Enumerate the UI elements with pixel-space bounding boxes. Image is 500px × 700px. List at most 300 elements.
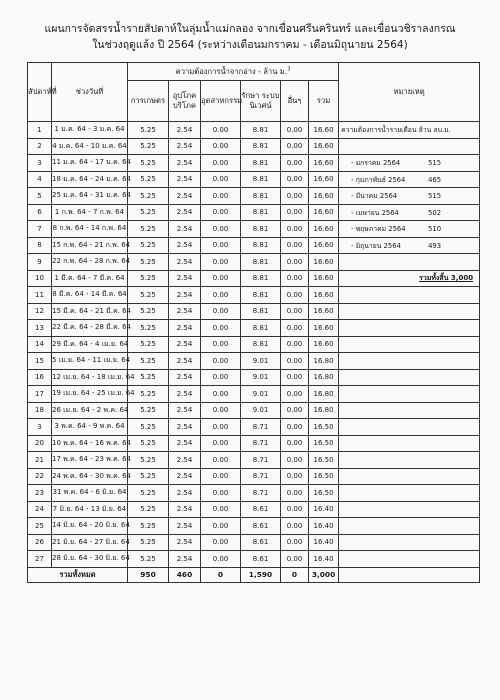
table-row [28, 386, 480, 403]
document-subtitle: ในช่วงฤดูแล้ง ปี 2564 (ระหว่างเดือนมกราคม - เดือนมิถุนายน 2564) [92, 39, 408, 51]
col-ecology-header: รักษา ระบบนิเวศน์ [241, 81, 281, 122]
remark-month-value: 465 [428, 175, 442, 184]
row-total: 16.50 [309, 419, 339, 436]
row-ecology: 8.61 [241, 501, 281, 518]
remark-summary: รวมทั้งสิ้น 3,000 [339, 270, 480, 287]
row-agri: 5.25 [128, 155, 169, 172]
row-agri: 5.25 [128, 353, 169, 370]
row-week-no: 11 [28, 287, 52, 304]
totals-ecology: 1,590 [241, 567, 281, 582]
table-row [28, 221, 480, 238]
row-industry: 0.00 [201, 287, 241, 304]
row-ecology: 8.81 [241, 254, 281, 271]
row-consume: 2.54 [169, 155, 201, 172]
row-agri: 5.25 [128, 171, 169, 188]
table-row [28, 138, 480, 155]
row-industry: 0.00 [201, 270, 241, 287]
remark-month-value: 502 [428, 208, 442, 217]
row-period: 28 มิ.ย. 64 - 30 มิ.ย. 64 [52, 551, 128, 568]
row-ecology: 8.81 [241, 303, 281, 320]
row-period: 5 เม.ย. 64 - 11 เม.ย. 64 [52, 353, 128, 370]
col-other-header: อื่นๆ [281, 81, 309, 122]
row-week-no: 9 [28, 254, 52, 271]
row-consume: 2.54 [169, 386, 201, 403]
row-week-no: 3 [28, 419, 52, 436]
table-row [28, 501, 480, 518]
row-week-no: 5 [28, 188, 52, 205]
row-total: 16.60 [309, 303, 339, 320]
row-total: 16.60 [309, 237, 339, 254]
table-row [28, 254, 480, 271]
row-other: 0.00 [281, 237, 309, 254]
row-industry: 0.00 [201, 221, 241, 238]
row-remark [339, 551, 480, 568]
col-agri-header: การเกษตร [128, 81, 169, 122]
row-agri: 5.25 [128, 188, 169, 205]
row-total: 16.80 [309, 402, 339, 419]
table-row [28, 534, 480, 551]
row-agri: 5.25 [128, 369, 169, 386]
row-remark [339, 534, 480, 551]
row-week-no: 14 [28, 336, 52, 353]
row-ecology: 8.81 [241, 287, 281, 304]
document-title: แผนการจัดสรรน้ำรายสัปดาห์ในลุ่มน้ำแม่กลอง จากเขื่อนศรีนครินทร์ และเขื่อนวชิราลงกรณ [44, 23, 456, 35]
table-body [28, 122, 480, 568]
row-industry: 0.00 [201, 435, 241, 452]
row-other: 0.00 [281, 204, 309, 221]
row-total: 16.50 [309, 435, 339, 452]
row-week-no: 15 [28, 353, 52, 370]
row-consume: 2.54 [169, 353, 201, 370]
row-agri: 5.25 [128, 435, 169, 452]
row-period: 31 พ.ค. 64 - 6 มิ.ย. 64 [52, 485, 128, 502]
table-row [28, 171, 480, 188]
row-week-no: 6 [28, 204, 52, 221]
row-industry: 0.00 [201, 188, 241, 205]
row-total: 16.80 [309, 386, 339, 403]
remark-month-label: - มีนาคม 2564 [351, 192, 398, 201]
table-row [28, 551, 480, 568]
row-remark [339, 287, 480, 304]
row-agri: 5.25 [128, 221, 169, 238]
row-week-no: 22 [28, 468, 52, 485]
row-industry: 0.00 [201, 452, 241, 469]
row-total: 16.40 [309, 551, 339, 568]
row-period: 10 พ.ค. 64 - 16 พ.ค. 64 [52, 435, 128, 452]
row-total: 16.80 [309, 353, 339, 370]
col-sum-header: รวม [309, 81, 339, 122]
row-industry: 0.00 [201, 353, 241, 370]
row-ecology: 8.61 [241, 534, 281, 551]
remark-month-value: 515 [428, 159, 442, 168]
row-other: 0.00 [281, 221, 309, 238]
row-agri: 5.25 [128, 534, 169, 551]
row-other: 0.00 [281, 155, 309, 172]
table-row [28, 188, 480, 205]
remark-month-label: - พฤษภาคม 2564 [351, 225, 406, 234]
row-consume: 2.54 [169, 254, 201, 271]
row-agri: 5.25 [128, 122, 169, 139]
remark-month-label: - มกราคม 2564 [351, 159, 401, 168]
demand-group-label: ความต้องการน้ำจากอ่าง - ล้าน ม. [175, 66, 288, 76]
row-total: 16.60 [309, 287, 339, 304]
row-other: 0.00 [281, 435, 309, 452]
row-consume: 2.54 [169, 122, 201, 139]
row-week-no: 2 [28, 138, 52, 155]
row-week-no: 18 [28, 402, 52, 419]
row-industry: 0.00 [201, 171, 241, 188]
row-ecology: 8.81 [241, 188, 281, 205]
row-week-no: 16 [28, 369, 52, 386]
row-consume: 2.54 [169, 138, 201, 155]
row-period: 11 ม.ค. 64 - 17 ม.ค. 64 [52, 155, 128, 172]
row-ecology: 8.81 [241, 221, 281, 238]
table-row [28, 452, 480, 469]
row-agri: 5.25 [128, 287, 169, 304]
remark-month-label: - เมษายน 2564 [351, 208, 399, 217]
row-remark [339, 204, 480, 221]
row-ecology: 8.81 [241, 336, 281, 353]
row-other: 0.00 [281, 386, 309, 403]
row-other: 0.00 [281, 353, 309, 370]
row-ecology: 9.01 [241, 369, 281, 386]
remark-month-label: - มิถุนายน 2564 [351, 241, 401, 250]
table-row [28, 518, 480, 535]
row-period: 1 ม.ค. 64 - 3 ม.ค. 64 [52, 122, 128, 139]
row-ecology: 8.81 [241, 320, 281, 337]
table-row [28, 155, 480, 172]
row-other: 0.00 [281, 303, 309, 320]
row-remark [339, 188, 480, 205]
row-consume: 2.54 [169, 452, 201, 469]
row-other: 0.00 [281, 485, 309, 502]
row-other: 0.00 [281, 551, 309, 568]
row-agri: 5.25 [128, 452, 169, 469]
row-period: 8 มี.ค. 64 - 14 มี.ค. 64 [52, 287, 128, 304]
table-row [28, 402, 480, 419]
demand-group-header [128, 63, 339, 81]
row-remark [339, 336, 480, 353]
row-consume: 2.54 [169, 501, 201, 518]
row-other: 0.00 [281, 402, 309, 419]
col-week-header: สัปดาห์ที่ [28, 63, 52, 122]
row-consume: 2.54 [169, 188, 201, 205]
row-total: 16.40 [309, 534, 339, 551]
totals-industry: 0 [201, 567, 241, 582]
row-ecology: 8.81 [241, 122, 281, 139]
row-agri: 5.25 [128, 138, 169, 155]
row-total: 16.40 [309, 518, 339, 535]
row-remark [339, 237, 480, 254]
totals-sum: 3,000 [309, 567, 339, 582]
row-other: 0.00 [281, 336, 309, 353]
row-other: 0.00 [281, 501, 309, 518]
row-agri: 5.25 [128, 204, 169, 221]
row-other: 0.00 [281, 270, 309, 287]
row-industry: 0.00 [201, 155, 241, 172]
row-agri: 5.25 [128, 501, 169, 518]
row-industry: 0.00 [201, 303, 241, 320]
table-row [28, 320, 480, 337]
row-agri: 5.25 [128, 386, 169, 403]
row-consume: 2.54 [169, 237, 201, 254]
table-row [28, 204, 480, 221]
table-row [28, 237, 480, 254]
row-week-no: 17 [28, 386, 52, 403]
col-consume-header: อุปโภค บริโภค [169, 81, 201, 122]
table-row [28, 369, 480, 386]
totals-other: 0 [281, 567, 309, 582]
totals-label: รวมทั้งหมด [28, 567, 128, 582]
row-other: 0.00 [281, 369, 309, 386]
row-agri: 5.25 [128, 468, 169, 485]
row-period: 15 ก.พ. 64 - 21 ก.พ. 64 [52, 237, 128, 254]
row-agri: 5.25 [128, 485, 169, 502]
row-ecology: 8.61 [241, 518, 281, 535]
row-industry: 0.00 [201, 518, 241, 535]
row-remark [339, 221, 480, 238]
row-remark [339, 468, 480, 485]
row-industry: 0.00 [201, 534, 241, 551]
row-other: 0.00 [281, 122, 309, 139]
row-ecology: 8.71 [241, 485, 281, 502]
row-week-no: 26 [28, 534, 52, 551]
row-week-no: 4 [28, 171, 52, 188]
row-ecology: 9.01 [241, 402, 281, 419]
row-industry: 0.00 [201, 369, 241, 386]
row-ecology: 8.71 [241, 468, 281, 485]
totals-consume: 460 [169, 567, 201, 582]
row-total: 16.40 [309, 501, 339, 518]
row-week-no: 21 [28, 452, 52, 469]
row-remark [339, 353, 480, 370]
row-remark [339, 171, 480, 188]
table-row [28, 435, 480, 452]
row-industry: 0.00 [201, 485, 241, 502]
row-total: 16.60 [309, 254, 339, 271]
col-remark-header: หมายเหตุ [339, 63, 480, 122]
row-remark [339, 501, 480, 518]
row-consume: 2.54 [169, 518, 201, 535]
table-row [28, 303, 480, 320]
row-remark [339, 518, 480, 535]
row-industry: 0.00 [201, 237, 241, 254]
row-ecology: 8.71 [241, 419, 281, 436]
row-consume: 2.54 [169, 435, 201, 452]
row-agri: 5.25 [128, 551, 169, 568]
row-remark [339, 485, 480, 502]
row-period: 21 มิ.ย. 64 - 27 มิ.ย. 64 [52, 534, 128, 551]
row-agri: 5.25 [128, 518, 169, 535]
row-agri: 5.25 [128, 402, 169, 419]
row-ecology: 8.81 [241, 237, 281, 254]
row-agri: 5.25 [128, 237, 169, 254]
table-row [28, 287, 480, 304]
row-week-no: 1 [28, 122, 52, 139]
row-ecology: 8.81 [241, 204, 281, 221]
row-period: 17 พ.ค. 64 - 23 พ.ค. 64 [52, 452, 128, 469]
row-consume: 2.54 [169, 485, 201, 502]
row-period: 25 ม.ค. 64 - 31 ม.ค. 64 [52, 188, 128, 205]
row-period: 18 ม.ค. 64 - 24 ม.ค. 64 [52, 171, 128, 188]
row-ecology: 8.71 [241, 435, 281, 452]
row-other: 0.00 [281, 419, 309, 436]
row-total: 16.80 [309, 369, 339, 386]
row-industry: 0.00 [201, 468, 241, 485]
row-period: 4 ม.ค. 64 - 10 ม.ค. 64 [52, 138, 128, 155]
row-ecology: 9.01 [241, 353, 281, 370]
row-industry: 0.00 [201, 320, 241, 337]
row-industry: 0.00 [201, 501, 241, 518]
row-other: 0.00 [281, 254, 309, 271]
row-total: 16.60 [309, 320, 339, 337]
row-consume: 2.54 [169, 369, 201, 386]
row-week-no: 13 [28, 320, 52, 337]
row-week-no: 7 [28, 221, 52, 238]
row-week-no: 23 [28, 485, 52, 502]
remark-month-value: 515 [428, 192, 442, 201]
table-row [28, 468, 480, 485]
row-period: 7 มิ.ย. 64 - 13 มิ.ย. 64 [52, 501, 128, 518]
row-consume: 2.54 [169, 320, 201, 337]
table-row [28, 353, 480, 370]
row-industry: 0.00 [201, 122, 241, 139]
row-total: 16.50 [309, 452, 339, 469]
row-period: 22 ก.พ. 64 - 28 ก.พ. 64 [52, 254, 128, 271]
row-period: 15 มี.ค. 64 - 21 มี.ค. 64 [52, 303, 128, 320]
row-ecology: 9.01 [241, 386, 281, 403]
row-remark [339, 254, 480, 271]
row-agri: 5.25 [128, 320, 169, 337]
table-row [28, 270, 480, 287]
row-other: 0.00 [281, 534, 309, 551]
row-week-no: 3 [28, 155, 52, 172]
row-week-no: 20 [28, 435, 52, 452]
row-industry: 0.00 [201, 204, 241, 221]
row-agri: 5.25 [128, 303, 169, 320]
row-consume: 2.54 [169, 468, 201, 485]
row-total: 16.60 [309, 155, 339, 172]
row-period: 26 เม.ย. 64 - 2 พ.ค. 64 [52, 402, 128, 419]
remark-intro: ความต้องการน้ำรายเดือน ล้าน ลบ.ม. [339, 122, 480, 139]
col-industry-header: อุตสาหกรรม [201, 81, 241, 122]
totals-row [28, 567, 480, 582]
table-row [28, 336, 480, 353]
row-period: 14 มิ.ย. 64 - 20 มิ.ย. 64 [52, 518, 128, 535]
row-other: 0.00 [281, 287, 309, 304]
row-industry: 0.00 [201, 551, 241, 568]
row-remark [339, 452, 480, 469]
row-week-no: 8 [28, 237, 52, 254]
row-period: 19 เม.ย. 64 - 25 เม.ย. 64 [52, 386, 128, 403]
row-period: 29 มี.ค. 64 - 4 เม.ย. 64 [52, 336, 128, 353]
remark-month-value: 493 [428, 241, 442, 250]
row-period: 12 เม.ย. 64 - 18 เม.ย. 64 [52, 369, 128, 386]
row-industry: 0.00 [201, 138, 241, 155]
row-industry: 0.00 [201, 419, 241, 436]
row-period: 1 ก.พ. 64 - 7 ก.พ. 64 [52, 204, 128, 221]
row-ecology: 8.81 [241, 155, 281, 172]
row-period: 24 พ.ค. 64 - 30 พ.ค. 64 [52, 468, 128, 485]
row-remark [339, 320, 480, 337]
row-consume: 2.54 [169, 551, 201, 568]
table-row [28, 485, 480, 502]
row-consume: 2.54 [169, 171, 201, 188]
row-ecology: 8.81 [241, 270, 281, 287]
row-industry: 0.00 [201, 386, 241, 403]
remark-month-label: - กุมภาพันธ์ 2564 [351, 175, 406, 184]
row-consume: 2.54 [169, 419, 201, 436]
row-ecology: 8.81 [241, 138, 281, 155]
row-week-no: 27 [28, 551, 52, 568]
row-other: 0.00 [281, 452, 309, 469]
row-agri: 5.25 [128, 419, 169, 436]
row-week-no: 25 [28, 518, 52, 535]
row-period: 3 พ.ค. 64 - 9 พ.ค. 64 [52, 419, 128, 436]
row-period: 1 มี.ค. 64 - 7 มี.ค. 64 [52, 270, 128, 287]
row-ecology: 8.61 [241, 551, 281, 568]
row-remark [339, 155, 480, 172]
row-remark [339, 303, 480, 320]
row-total: 16.60 [309, 138, 339, 155]
row-consume: 2.54 [169, 287, 201, 304]
row-agri: 5.25 [128, 270, 169, 287]
row-industry: 0.00 [201, 402, 241, 419]
row-consume: 2.54 [169, 303, 201, 320]
row-consume: 2.54 [169, 221, 201, 238]
demand-group-unit-sup: 3 [287, 65, 291, 72]
row-consume: 2.54 [169, 534, 201, 551]
row-industry: 0.00 [201, 336, 241, 353]
row-total: 16.60 [309, 171, 339, 188]
row-remark [339, 138, 480, 155]
row-week-no: 24 [28, 501, 52, 518]
row-other: 0.00 [281, 171, 309, 188]
row-total: 16.60 [309, 270, 339, 287]
row-consume: 2.54 [169, 204, 201, 221]
row-total: 16.50 [309, 468, 339, 485]
row-ecology: 8.81 [241, 171, 281, 188]
row-other: 0.00 [281, 468, 309, 485]
row-other: 0.00 [281, 188, 309, 205]
row-total: 16.60 [309, 204, 339, 221]
row-total: 16.60 [309, 122, 339, 139]
row-period: 8 ก.พ. 64 - 14 ก.พ. 64 [52, 221, 128, 238]
table-row [28, 122, 480, 139]
totals-remark-empty [339, 567, 480, 582]
row-consume: 2.54 [169, 270, 201, 287]
table-header [28, 63, 480, 122]
row-agri: 5.25 [128, 336, 169, 353]
row-consume: 2.54 [169, 336, 201, 353]
row-consume: 2.54 [169, 402, 201, 419]
row-other: 0.00 [281, 138, 309, 155]
totals-agri: 950 [128, 567, 169, 582]
row-industry: 0.00 [201, 254, 241, 271]
col-period-header: ช่วงวันที่ [52, 63, 128, 122]
row-total: 16.60 [309, 336, 339, 353]
row-total: 16.60 [309, 221, 339, 238]
row-remark [339, 402, 480, 419]
row-remark [339, 419, 480, 436]
row-agri: 5.25 [128, 254, 169, 271]
row-other: 0.00 [281, 320, 309, 337]
row-remark [339, 435, 480, 452]
row-total: 16.50 [309, 485, 339, 502]
row-period: 22 มี.ค. 64 - 28 มี.ค. 64 [52, 320, 128, 337]
row-ecology: 8.71 [241, 452, 281, 469]
row-total: 16.60 [309, 188, 339, 205]
